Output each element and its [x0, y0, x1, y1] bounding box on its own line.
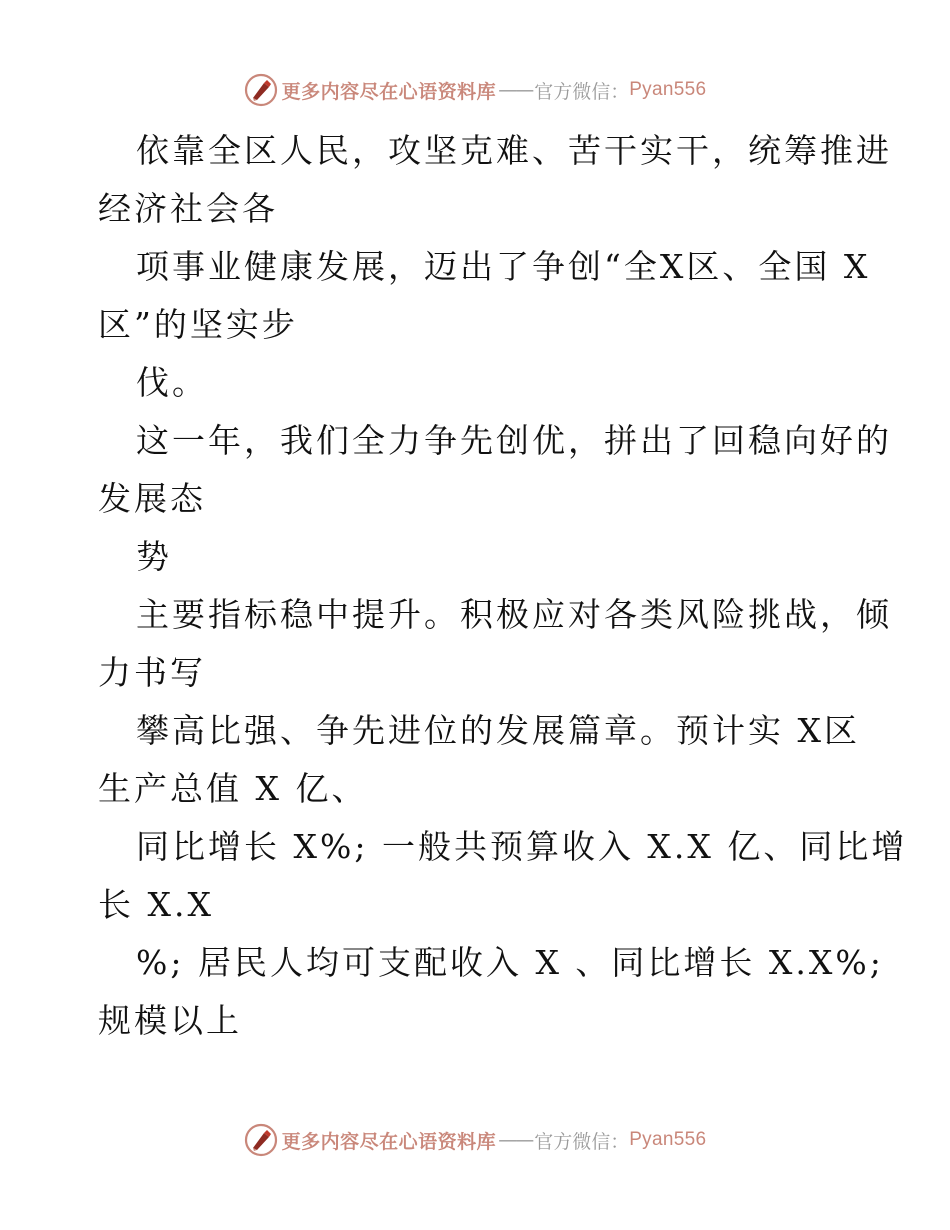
text-line: 这一年，我们全力争先创优，拼出了回稳向好的	[136, 421, 892, 460]
text-line: 力书写	[98, 653, 206, 692]
document-body	[98, 122, 908, 1050]
text-line: 规模以上	[98, 1001, 242, 1040]
banner-account: Pyan556	[629, 79, 707, 100]
text-line: 区”的坚实步	[98, 305, 298, 344]
text-line: 攀高比强、争先进位的发展篇章。预计实 X区	[136, 711, 860, 750]
banner-site-name: 更多内容尽在心语资料库	[281, 80, 497, 103]
text-line: 势	[136, 537, 172, 576]
text-line: 主要指标稳中提升。积极应对各类风险挑战，倾	[136, 595, 892, 634]
text-line: 同比增长 X%; 一般共预算收入 X.X 亿、同比增	[136, 827, 908, 866]
text-line: 经济社会各	[98, 189, 278, 228]
text-line: 依靠全区人民，攻坚克难、苦干实干，统筹推进	[136, 131, 892, 170]
text-line: 发展态	[98, 479, 206, 518]
text-line: 长 X.X	[98, 885, 214, 924]
pen-nib-logo-icon	[244, 1123, 278, 1157]
banner-wechat-label: 官方微信：	[534, 1130, 630, 1153]
banner-site-name: 更多内容尽在心语资料库	[281, 1130, 497, 1153]
pen-nib-logo-icon	[244, 73, 278, 107]
header-banner	[0, 70, 950, 110]
text-line: 生产总值 X 亿、	[98, 769, 368, 808]
footer-banner	[0, 1120, 950, 1160]
text-line: %; 居民人均可支配收入 X 、同比增长 X.X%;	[136, 943, 884, 982]
text-line: 项事业健康发展，迈出了争创“全X区、全国 X	[136, 247, 871, 286]
banner-separator: ——	[498, 1129, 533, 1151]
text-line: 伐。	[136, 363, 208, 402]
banner-wechat-label: 官方微信：	[534, 80, 630, 103]
banner-separator: ——	[498, 79, 533, 101]
banner-account: Pyan556	[629, 1129, 707, 1150]
